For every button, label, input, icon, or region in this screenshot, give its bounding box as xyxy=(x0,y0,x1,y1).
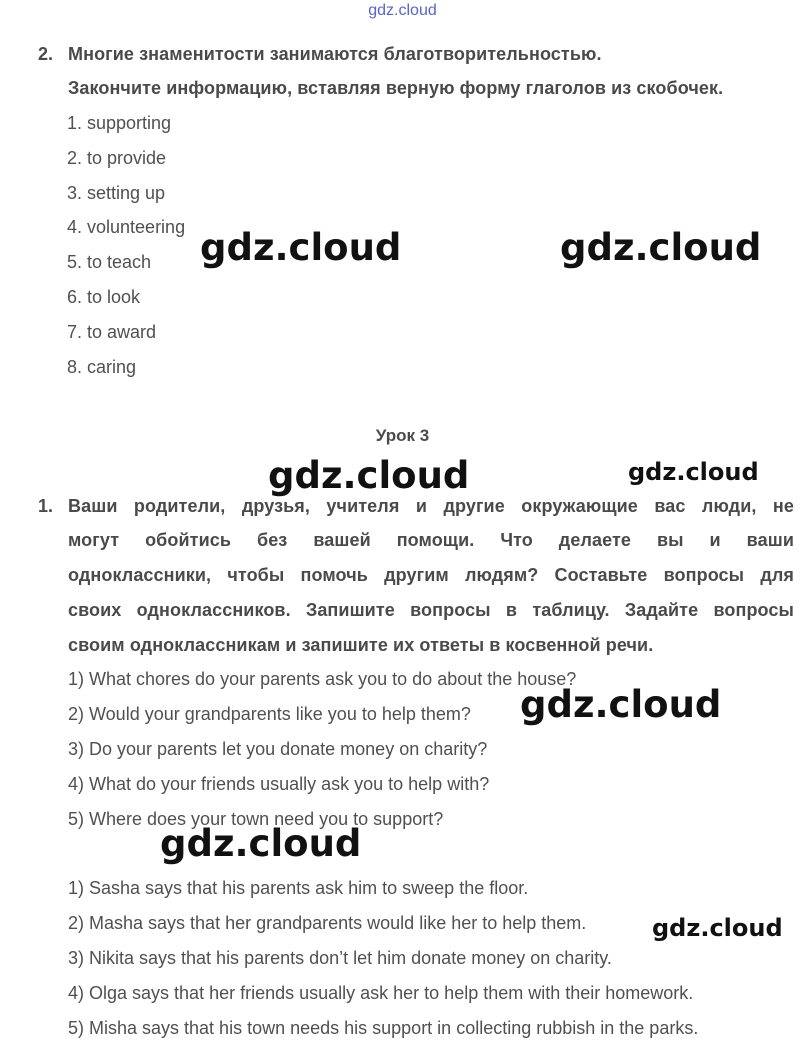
watermark: gdz.cloud xyxy=(520,683,722,726)
task2-title: Многие знаменитости занимаются благотворительностью. xyxy=(68,44,602,64)
question-item: 4) What do your friends usually ask you to help with? xyxy=(68,774,490,794)
task2-number: 2. xyxy=(38,44,54,64)
task2-instruction: Закончите информацию, вставляя верную форму глаголов из скобочек. xyxy=(68,78,724,98)
task2-answer: 5. to teach xyxy=(67,252,152,272)
question-item: 2) Would your grandparents like you to help them? xyxy=(68,704,471,724)
reported-answer: 4) Olga says that her friends usually ask her to help them with their homework. xyxy=(68,983,694,1003)
question-item: 1) What chores do your parents ask you to do about the house? xyxy=(68,669,577,689)
watermark: gdz.cloud xyxy=(628,458,759,486)
watermark: gdz.cloud xyxy=(160,822,362,865)
task2-answer: 1. supporting xyxy=(67,113,172,133)
task2-answer: 7. to award xyxy=(67,322,157,342)
task1-instruction-line: своих одноклассников. Запишите вопросы в таблицу. Задайте вопросы xyxy=(68,600,794,620)
watermark: gdz.cloud xyxy=(560,226,762,269)
task2-answer: 2. to provide xyxy=(67,148,167,168)
watermark: gdz.cloud xyxy=(652,914,783,942)
question-item: 5) Where does your town need you to support? xyxy=(68,809,444,829)
reported-answer: 3) Nikita says that his parents don’t let him donate money on charity. xyxy=(68,948,612,968)
task1-instruction-line: могут обойтись без вашей помощи. Что делаете вы и ваши xyxy=(68,530,794,550)
reported-answer: 5) Misha says that his town needs his support in collecting rubbish in the parks. xyxy=(68,1018,699,1038)
task2-answer: 8. caring xyxy=(67,357,137,377)
watermark: gdz.cloud xyxy=(200,226,402,269)
task1-instruction-line: Ваши родители, друзья, учителя и другие окружающие вас люди, не xyxy=(68,496,794,516)
question-item: 3) Do your parents let you donate money on charity? xyxy=(68,739,488,759)
task1-instruction-line: одноклассники, чтобы помочь другим людям? Составьте вопросы для xyxy=(68,565,794,585)
watermark: gdz.cloud xyxy=(268,454,470,497)
task1-number: 1. xyxy=(38,496,54,516)
task2-answer: 4. volunteering xyxy=(67,217,186,237)
reported-answer: 1) Sasha says that his parents ask him to sweep the floor. xyxy=(68,878,529,898)
reported-answer: 2) Masha says that her grandparents would like her to help them. xyxy=(68,913,587,933)
lesson-title: Урок 3 xyxy=(375,426,430,445)
task2-answer: 6. to look xyxy=(67,287,141,307)
task1-instruction-line: своим одноклассникам и запишите их ответы в косвенной речи. xyxy=(68,635,654,655)
header-watermark: gdz.cloud xyxy=(368,2,437,19)
task2-answer: 3. setting up xyxy=(67,183,166,203)
